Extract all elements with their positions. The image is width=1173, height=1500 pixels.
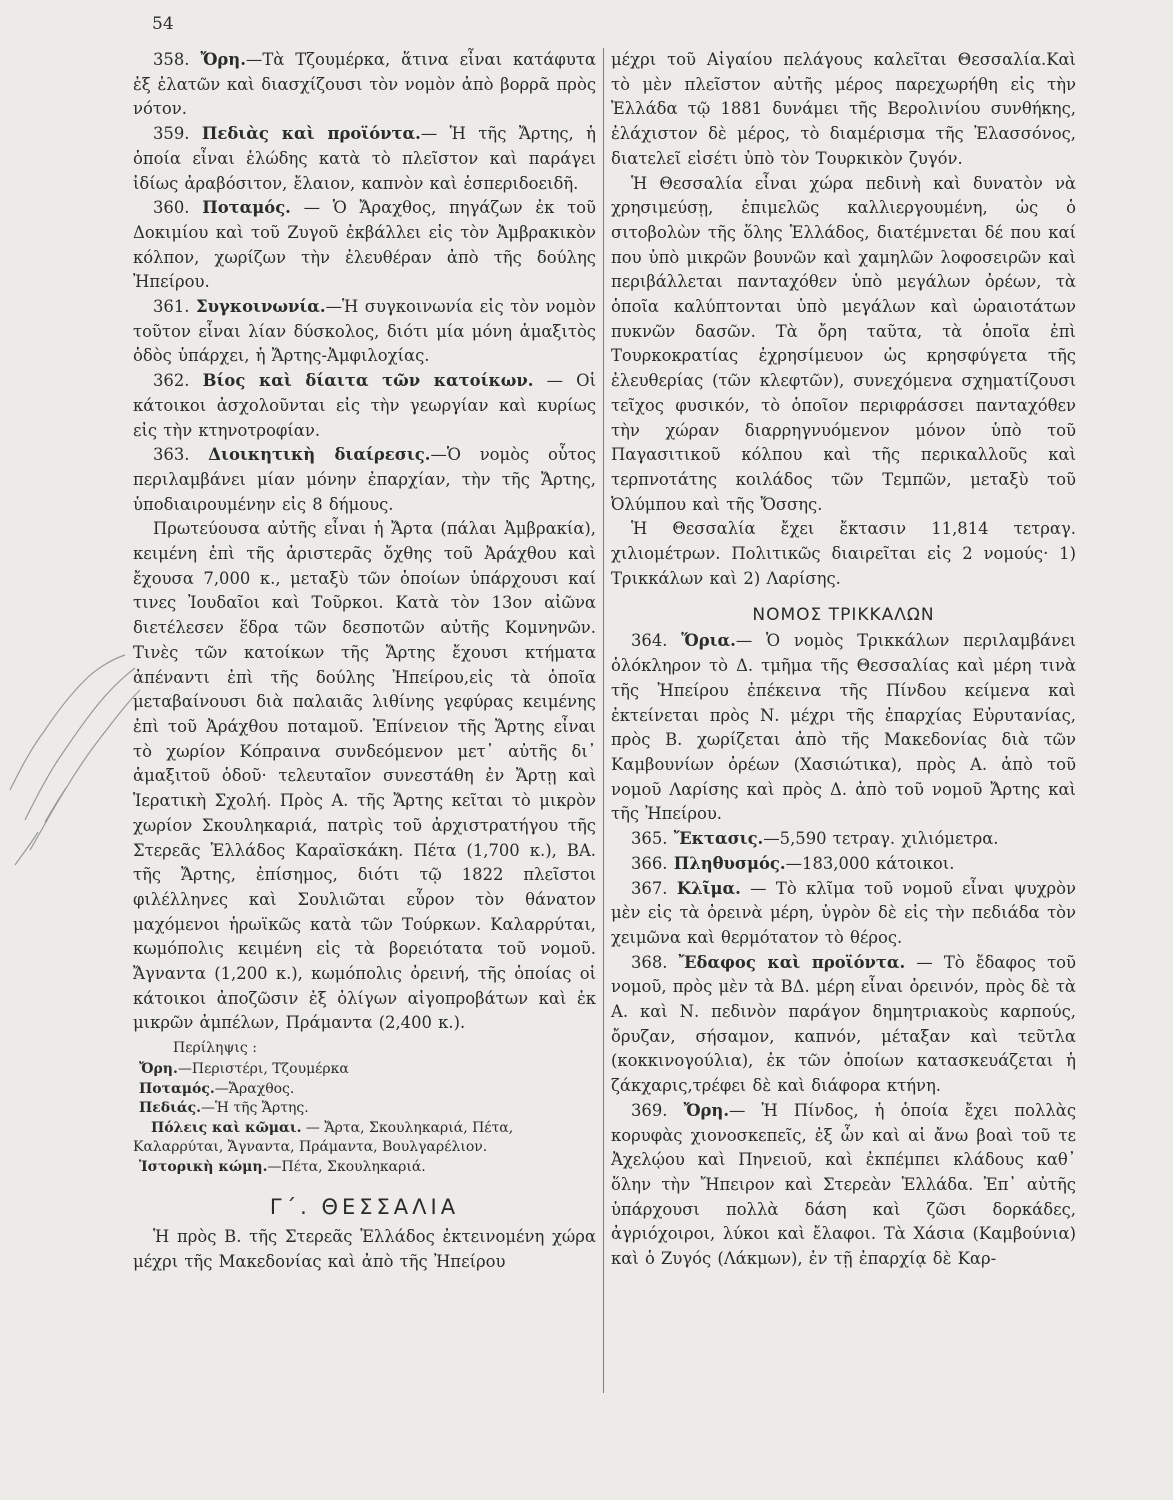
summary-item-ori: Ὄρη.—Περιστέρι, Τζουμέρκα <box>139 1061 349 1078</box>
paragraph-358: 358. Ὄρη.—Τὰ Τζουμέρκα, ἅτινα εἶναι κατάφυτα ἐξ ἐλατῶν καὶ διασχίζουσι τὸν νομὸν ἀπὸ βορρᾶ πρὸς νότον. <box>133 50 596 119</box>
paragraph-thessalia-2: Ἡ Θεσσαλία εἶναι χώρα πεδινὴ καὶ δυνατὸν νὰ χρησιμεύσῃ, ἐπιμελῶς καλλιεργουμένη, ὡς ὁ σιτοβολὼν τῆς ὅλης Ἑλλάδος, διατέμνεται δέ που καί που ὑπὸ μικρῶν βουνῶν καὶ χαμηλῶν λοφοσειρῶν καὶ περιβάλλεται πανταχόθεν ὑπὸ μεγάλων ὀρέων, τὰ ὁποῖα καλύπτονται ὑπὸ μεγάλων καὶ ὡραιοτάτων πυκνῶν δασῶν. Τὰ ὄρη ταῦτα, τὰ ὁποῖα ἐπὶ Τουρκοκρατίας ἐχρησίμευον ὡς κρησφύγετα τῆς ἐλευθερίας (τῶν κλεφτῶν), συνεχόμενα σχηματίζουσι τεῖχος φυσικόν, τὸ ὁποῖον περιφράσσει πανταχόθεν τὴν χώραν διαρρηγνυόμενον μόνον ὑπὸ τοῦ Παγασιτικοῦ κόλπου καὶ τῆς περικαλλοῦς καὶ τερπνοτάτης κοιλάδος τῶν Τεμπῶν, μεταξὺ τοῦ Ὀλύμπου καὶ τῆς Ὄσσης. <box>611 173 1076 514</box>
paragraph-361: 361. Συγκοινωνία.—Ἡ συγκοινωνία εἰς τὸν νομὸν τοῦτον εἶναι λίαν δύσκολος, διότι μία μόνη ἁμαξιτὸς ὁδὸς ὑπάρχει, ἡ Ἄρτης-Ἀμφιλοχίας. <box>133 297 596 366</box>
heading-ektasis: Ἔκτασις. <box>673 829 764 849</box>
heading-potamos: Ποταμός. <box>202 198 291 218</box>
paragraph-360: 360. Ποταμός. — Ὁ Ἄραχθος, πηγάζων ἐκ τοῦ Δοκιμίου καὶ τοῦ Ζυγοῦ ἐκβάλλει εἰς τὸν Ἀμβρακικὸν κόλπον, χωρίζων τὴν ἐλευθέραν ἀπὸ τῆς δούλης Ἠπείρου. <box>133 198 597 292</box>
paragraph-367: 367. Κλῖμα. — Τὸ κλῖμα τοῦ νομοῦ εἶναι ψυχρὸν μὲν εἰς τὰ ὀρεινὰ μέρη, ὑγρὸν δὲ εἰς τὴν πεδιάδα τὸν χειμῶνα καὶ θερμότατον τὸ θέρος. <box>611 878 1076 947</box>
paragraph-366: 366. Πληθυσμός.—183,000 κάτοικοι. <box>631 853 955 873</box>
heading-ori-2: Ὄρη. <box>683 1100 730 1120</box>
heading-oria: Ὅρια. <box>681 631 736 651</box>
heading-dioikitiki: Διοικητικὴ διαίρεσις. <box>208 445 431 465</box>
paragraph-369: 369. Ὄρη.— Ἡ Πίνδος, ἡ ὁποία ἔχει πολλὰς κορυφὰς χιονοσκεπεῖς, ἐξ ὧν καὶ αἱ ἄνω βοαὶ τοῦ τε Ἀχελῴου καὶ Πηνειοῦ, καὶ ἐκπέμπει κλάδους καθ᾽ ὅλην τὴν Ἤπειρον καὶ Στερεὰν Ἑλλάδα. Ἐπ᾽ αὐτῆς ὑπάρχουσι πολλὰ δάση καὶ ζῶσι δορκάδες, ἀγριόχοιροι, λύκοι καὶ ἔλαφοι. Τὰ Χάσια (Καμβούνια) καὶ ὁ Ζυγός (Λάκμων), ἐν τῇ ἐπαρχίᾳ δὲ Καρ- <box>611 1100 1076 1269</box>
heading-edafos: Ἔδαφος καὶ προϊόντα. <box>678 952 906 972</box>
paragraph-thessalia-3: Ἡ Θεσσαλία ἔχει ἔκτασιν 11,814 τετραγ. χιλιομέτρων. Πολιτικῶς διαιρεῖται εἰς 2 νομούς· 1) Τρικκάλων καὶ 2) Λαρίσης. <box>611 519 1076 588</box>
heading-pedias: Πεδιὰς καὶ προϊόντα. <box>201 124 421 144</box>
heading-plithysmos: Πληθυσμός. <box>673 853 786 873</box>
paragraph-thessalia-cont: μέχρι τοῦ Αἰγαίου πελάγους καλεῖται Θεσσαλία.Καὶ τὸ μὲν πλεῖστον αὐτῆς μέρος παρεχωρήθη εἰς τὴν Ἑλλάδα τῷ 1881 δυνάμει τῆς Βερολινίου συνθήκης, ἐλάχιστον δὲ μέρος, τὸ διαμέρισμα τῆς Ἐλασσόνος, διατελεῖ εἰσέτι ὑπὸ τὸν Τουρκικὸν ζυγόν. <box>611 50 1076 168</box>
paragraph-362: 362. Βίος καὶ δίαιτα τῶν κατοίκων. — Οἱ κάτοικοι ἀσχολοῦνται εἰς τὴν γεωργίαν καὶ κυρίως εἰς τὴν κτηνοτροφίαν. <box>133 371 596 440</box>
summary-item-istoriki: Ἱστορικὴ κώμη.—Πέτα, Σκουληκαριά. <box>139 1158 426 1175</box>
paragraph-364: 364. Ὅρια.— Ὁ νομὸς Τρικκάλων περιλαμβάνει ὁλόκληρον τὸ Δ. τμῆμα τῆς Θεσσαλίας καὶ μέρη τινὰ τῆς Ἠπείρου ἐπέκεινα τῆς Πίνδου κείμενα καὶ ἐκτείνεται πρὸς Ν. μέχρι τῆς ἐπαρχίας Εὐρυτανίας, πρὸς Β. χωρίζεται ἀπὸ τῆς Μακεδονίας διὰ τῶν Καμβουνίων ὀρέων (Χασιώτικα), πρὸς Α. ἀπὸ τοῦ νομοῦ Λαρίσης καὶ πρὸς Δ. ἀπὸ τοῦ νομοῦ Ἄρτης καὶ τῆς Ἠπείρου. <box>611 631 1076 824</box>
heading-vios: Βίος καὶ δίαιτα τῶν κατοίκων. <box>202 371 534 391</box>
paragraph-365: 365. Ἔκτασις.—5,590 τετραγ. χιλιόμετρα. <box>631 829 999 849</box>
section-title-thessalia: Γ΄. ΘΕΣΣΑΛΙΑ <box>269 1195 460 1220</box>
handwritten-marginalia <box>0 650 150 880</box>
column-divider <box>603 48 604 1393</box>
heading-sygkoinonia: Συγκοινωνία. <box>196 297 326 317</box>
page-number: 54 <box>152 14 174 34</box>
section-title-nomos-trikkalon: ΝΟΜΟΣ ΤΡΙΚΚΑΛΩΝ <box>752 605 935 626</box>
paragraph-363: 363. Διοικητικὴ διαίρεσις.—Ὁ νομὸς οὗτος περιλαμβάνει μίαν μόνην ἐπαρχίαν, τὴν τῆς Ἄρτης, ὑποδιαιρουμένην εἰς 8 δήμους. <box>133 445 596 514</box>
paragraph-368: 368. Ἔδαφος καὶ προϊόντα. — Τὸ ἔδαφος τοῦ νομοῦ, πρὸς μὲν τὰ ΒΔ. μέρη εἶναι ὀρεινόν, πρὸς δὲ τὰ Α. καὶ Ν. πεδινὸν παράγον δημητριακοὺς καρπούς, ὄρυζαν, σήσαμον, καπνόν, μέταξαν καὶ τεῦτλα (κοκκινογούλια), ἐκ τῶν ὁποίων κατασκευάζεται ἡ ζάκχαρις,τρέφει δὲ καὶ διάφορα κτήνη. <box>611 952 1076 1096</box>
paragraph-thessalia-intro: Ἡ πρὸς Β. τῆς Στερεᾶς Ἑλλάδος ἐκτεινομένη χώρα μέχρι τῆς Μακεδονίας καὶ ἀπὸ τῆς Ἠπείρου <box>133 1227 596 1271</box>
paragraph-359: 359. Πεδιὰς καὶ προϊόντα.— Ἡ τῆς Ἄρτης, ἡ ὁποία εἶναι ἑλώδης κατὰ τὸ πλεῖστον καὶ παράγει ἰδίως ἀραβόσιτον, ἔλαιον, καπνὸν καὶ ἑσπεριδοειδῆ. <box>133 124 596 193</box>
left-column <box>133 48 596 1275</box>
summary-item-pedias: Πεδιάς.—Ἡ τῆς Ἄρτης. <box>139 1100 309 1117</box>
heading-klima: Κλῖμα. <box>676 878 741 898</box>
paragraph-363-cont: Πρωτεύουσα αὐτῆς εἶναι ἡ Ἄρτα (πάλαι Ἀμβρακία), κειμένη ἐπὶ τῆς ἀριστερᾶς ὄχθης τοῦ Ἀράχθου καὶ ἔχουσα 7,000 κ., μεταξὺ τῶν ὁποίων ὑπάρχουσι καί τινες Ἰουδαῖοι καὶ Τοῦρκοι. Κατὰ τὸν 13ον αἰῶνα διετέλεσεν ἕδρα τῶν δεσποτῶν αὐτῆς Κομνηνῶν. Τινὲς τῶν κατοίκων τῆς Ἄρτης ἔχουσι κτήματα ἀπέναντι ἐπὶ τῆς δούλης Ἠπείρου,εἰς τὰ ὁποῖα μεταβαίνουσι διὰ παλαιᾶς λιθίνης γεφύρας κειμένης ἐπὶ τοῦ Ἀράχθου ποταμοῦ. Ἐπίνειον τῆς Ἄρτης εἶναι τὸ χωρίον Κόπραινα συνδεόμενον μετ᾽ αὐτῆς δι᾽ ἁμαξιτοῦ ὁδοῦ· τελευταῖον συνεστάθη ἐν Ἄρτῃ καὶ Ἱερατικὴ Σχολή. Πρὸς Α. τῆς Ἄρτης κεῖται τὸ μικρὸν χωρίον Σκουληκαριά, πατρὶς τοῦ ἀρχιστρατήγου τῆς Στερεᾶς Ἑλλάδος Καραϊσκάκη. Πέτα (1,700 κ.), ΒΑ. τῆς Ἄρτης, ἐπίσημος, διότι τῷ 1822 πλεῖστοι φιλέλληνες καὶ Σουλιῶται εὗρον τὸν θάνατον μαχόμενοι ἡρωϊκῶς κατὰ τῶν Τούρκων. Καλαρρύται, κωμόπολις κειμένη εἰς τὰ βορειότατα τοῦ νομοῦ. Ἄγναντα (1,200 κ.), κωμόπολις ὀρεινή, τῆς ὁποίας οἱ κάτοικοι ἀποζῶσιν ἐξ ὀλίγων αἰγοπροβάτων καὶ ἐκ μικρῶν ἀμπέλων, Πράμαντα (2,400 κ.). <box>133 519 596 1033</box>
summary-item-poleis: Πόλεις καὶ κῶμαι. — Ἄρτα, Σκουληκαριά, Πέτα, Καλαρρύται, Ἄγναντα, Πράμαντα, Βουλγαρέλιον. <box>133 1119 514 1156</box>
heading-ori: Ὄρη. <box>200 50 246 69</box>
right-column <box>611 48 1076 1272</box>
summary-item-potamos: Ποταμός.—Ἄραχθος. <box>139 1080 295 1097</box>
summary-title: Περίληψις : <box>173 1040 257 1057</box>
